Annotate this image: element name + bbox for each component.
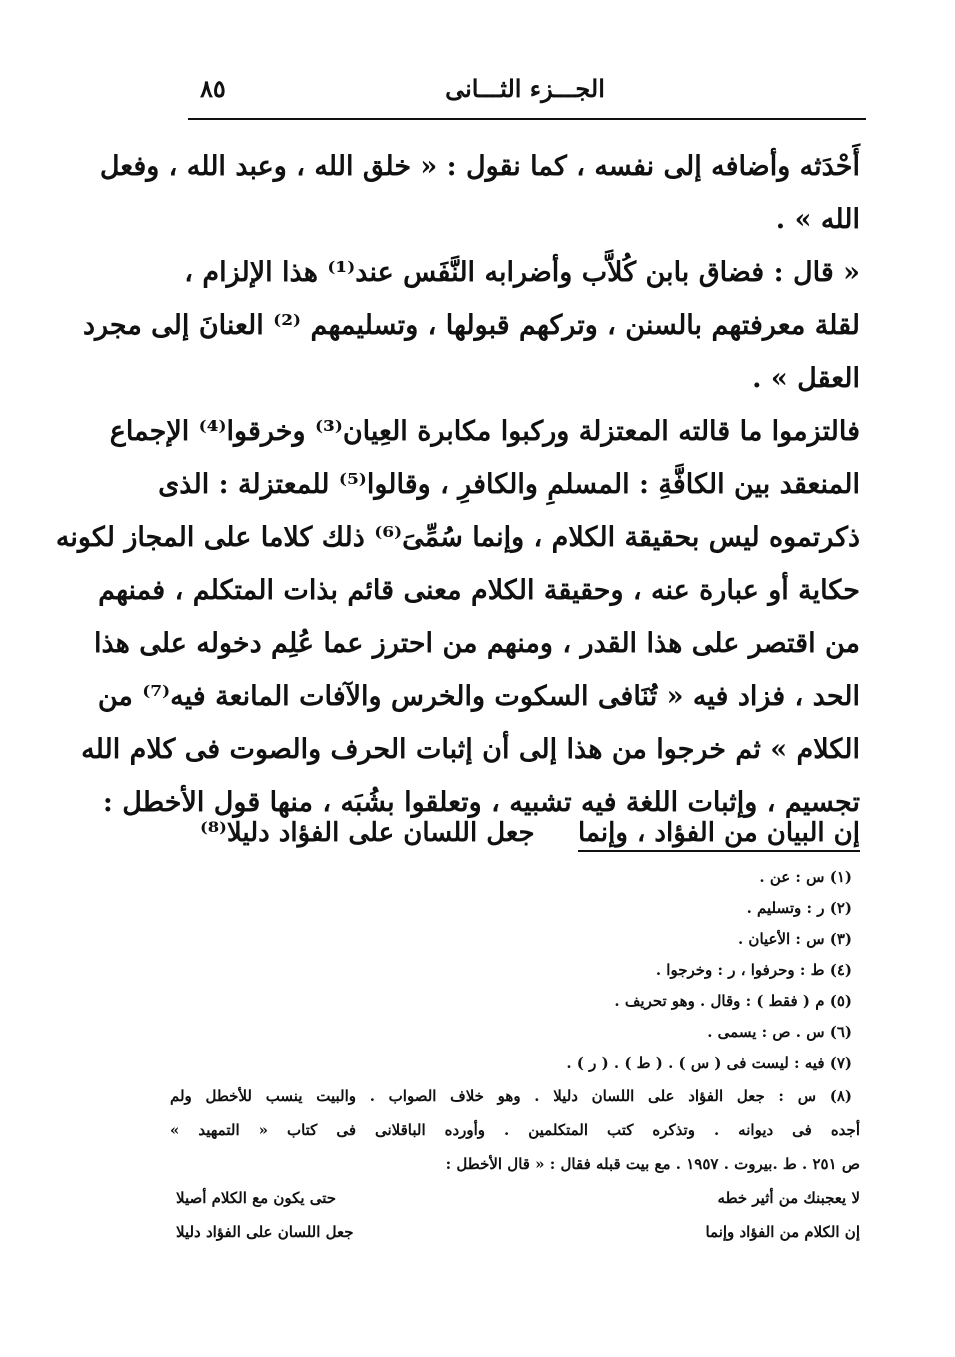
footnote: (٢) ر : وتسليم . — [746, 899, 852, 917]
footnote-8-line: أجده فى ديوانه . وتذكره كتب المتكلمين . وأورده الباقلانى فى كتاب « التمهيد » — [170, 1121, 860, 1139]
text-line: العقل » . — [752, 363, 860, 394]
text-line: تجسيم ، وإثبات اللغة فيه تشبيه ، وتعلقوا بشُبَه ، منها قول الأخطل : — [102, 787, 860, 818]
footnote-verse-hemistich: إن الكلام من الفؤاد وإنما — [705, 1223, 860, 1241]
text-line: لقلة معرفتهم بالسنن ، وتركهم قبولها ، وتسليمهم ⁽²⁾ العنانَ إلى مجرد — [82, 310, 860, 341]
footnote: (٤) ط : وحرفوا ، ر : وخرجوا . — [655, 961, 852, 979]
footnote-8-line: (٨) س : جعل الفؤاد على اللسان دليلا . وهو خلاف الصواب . والبيت ينسب للأخطل ولم — [170, 1087, 852, 1105]
footnote: (٣) س : الأعيان . — [737, 930, 852, 948]
footnote-verse-line — [170, 1181, 860, 1215]
footnote-8-line: ص ٢٥١ . ط .بيروت . ١٩٥٧ . مع بيت قبله فقال : « قال الأخطل : — [445, 1155, 860, 1173]
footnote-verse-hemistich: جعل اللسان على الفؤاد دليلا — [176, 1223, 354, 1241]
text-line: حكاية أو عبارة عنه ، وحقيقة الكلام معنى قائم بذات المتكلم ، فمنهم — [98, 575, 860, 606]
footnote: (٦) س . ص : يسمى . — [707, 1023, 852, 1041]
footnotes — [170, 862, 860, 1249]
footnote-verse-hemistich: حتى يكون مع الكلام أصيلا — [176, 1189, 337, 1207]
page-number: ٨٥ — [200, 74, 226, 103]
running-title: الجـــزء الثـــانى — [445, 74, 605, 103]
footnote-verse-line — [170, 1215, 860, 1249]
text-line: المنعقد بين الكافَّةِ : المسلمِ والكافرِ ، وقالوا⁽⁵⁾ للمعتزلة : الذى — [158, 469, 860, 500]
text-line: الله » . — [775, 204, 860, 235]
verse-hemistich-first: إن البيان من الفؤاد ، وإنما — [578, 818, 860, 852]
page-header — [190, 68, 860, 108]
footnote: (١) س : عن . — [759, 868, 852, 886]
verse-hemistich-second: جعل اللسان على الفؤاد دليلا⁽⁸⁾ — [200, 818, 535, 848]
text-line: ذكرتموه ليس بحقيقة الكلام ، وإنما سُمِّىَ⁽⁶⁾ ذلك كلاما على المجاز لكونه — [55, 522, 860, 553]
text-line: فالتزموا ما قالته المعتزلة وركبوا مكابرة العِيان⁽³⁾ وخرقوا⁽⁴⁾ الإجماع — [109, 416, 860, 447]
poetry-verse — [200, 818, 860, 858]
header-rule — [188, 118, 866, 120]
main-text — [55, 140, 860, 829]
text-line: أَحْدَثه وأضافه إلى نفسه ، كما نقول : « خلق الله ، وعبد الله ، وفعل — [99, 151, 860, 182]
text-line: الكلام » ثم خرجوا من هذا إلى أن إثبات الحرف والصوت فى كلام الله — [81, 734, 860, 765]
text-line: من اقتصر على هذا القدر ، ومنهم من احترز عما عُلِم دخوله على هذا — [93, 628, 860, 659]
text-line: الحد ، فزاد فيه « تُنَافى السكوت والخرس والآفات المانعة فيه⁽⁷⁾ من — [97, 681, 860, 712]
footnote-verse-hemistich: لا يعجبنك من أثير خطه — [717, 1189, 860, 1207]
text-line: « قال : فضاق بابن كُلاَّب وأضرابه النَّفَس عند⁽¹⁾ هذا الإلزام ، — [184, 257, 860, 288]
footnote: (٧) فيه : ليست فى ( س ) . ( ط ) . ( ر ) . — [566, 1054, 852, 1072]
footnote: (٥) م ( فقط ) : وقال . وهو تحريف . — [614, 992, 852, 1010]
